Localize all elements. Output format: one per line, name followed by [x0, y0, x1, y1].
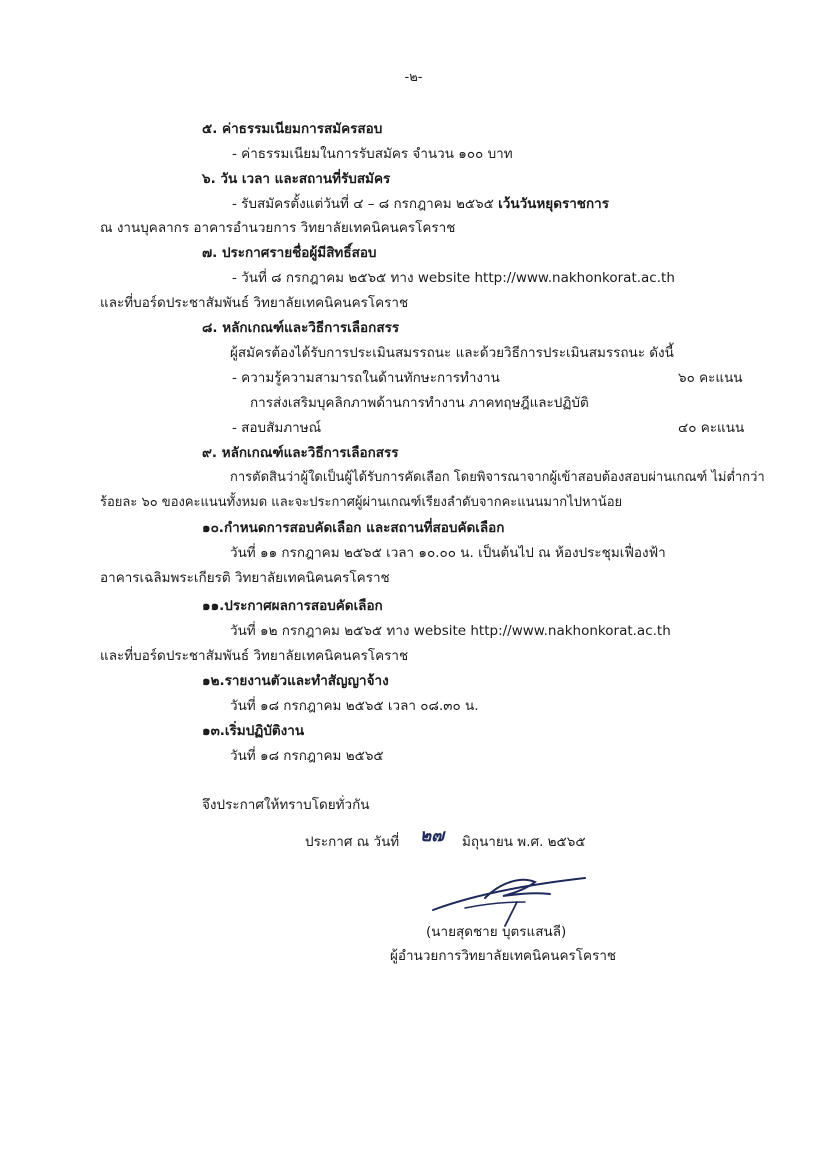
section-6-item-text: - รับสมัครตั้งแต่วันที่ ๔ – ๘ กรกฎาคม ๒๕๖๕: [232, 196, 499, 212]
section-11-heading: ๑๑.ประกาศผลการสอบคัดเลือก: [202, 598, 383, 614]
section-8-item-1: - ความรู้ความสามารถในด้านทักษะการทำงาน: [232, 370, 500, 386]
section-12-line-1: วันที่ ๑๘ กรกฎาคม ๒๕๖๕ เวลา ๐๘.๓๐ น.: [230, 698, 479, 714]
section-10-line-1: วันที่ ๑๑ กรกฎาคม ๒๕๖๕ เวลา ๑๐.๐๐ น. เป็นต้นไป ณ ห้องประชุมเฟื่องฟ้า: [230, 545, 666, 561]
section-13-heading: ๑๓.เริ่มปฏิบัติงาน: [202, 723, 305, 739]
section-8-item-2: - สอบสัมภาษณ์: [232, 420, 322, 436]
section-5-heading: ๕. ค่าธรรมเนียมการสมัครสอบ: [202, 121, 383, 137]
signer-title: ผู้อำนวยการวิทยาลัยเทคนิคนครโคราช: [390, 948, 617, 964]
signature-icon: [425, 868, 595, 928]
section-13-line-1: วันที่ ๑๘ กรกฎาคม ๒๕๖๕: [230, 748, 384, 764]
section-10-heading: ๑๐.กำหนดการสอบคัดเลือก และสถานที่สอบคัดเลือก: [202, 520, 505, 536]
section-9-paragraph-line-1: การตัดสินว่าผู้ใดเป็นผู้ได้รับการคัดเลือก โดยพิจารณาจากผู้เข้าสอบต้องสอบผ่านเกณฑ์ ไม่ต่ำกว่า: [230, 470, 765, 485]
section-7-item: - วันที่ ๘ กรกฎาคม ๒๕๖๕ ทาง website http://www.nakhonkorat.ac.th: [232, 270, 675, 286]
section-9-paragraph-line-2: ร้อยละ ๖๐ ของคะแนนทั้งหมด และจะประกาศผู้ผ่านเกณฑ์เรียงลำดับจากคะแนนมากไปหาน้อย: [100, 495, 623, 510]
section-8-item-1-continuation: การส่งเสริมบุคลิกภาพด้านการทำงาน ภาคทฤษฎีและปฏิบัติ: [250, 395, 589, 411]
announce-date-prefix: ประกาศ ณ วันที่: [305, 834, 400, 850]
section-11-line-2: และที่บอร์ดประชาสัมพันธ์ วิทยาลัยเทคนิคนครโคราช: [100, 648, 409, 664]
closing-notice: จึงประกาศให้ทราบโดยทั่วกัน: [202, 797, 370, 813]
section-10-line-2: อาคารเฉลิมพระเกียรติ วิทยาลัยเทคนิคนครโคราช: [100, 570, 390, 586]
section-7-continuation: และที่บอร์ดประชาสัมพันธ์ วิทยาลัยเทคนิคนครโคราช: [100, 295, 409, 311]
signer-name: (นายสุดชาย บุตรแสนลี): [426, 924, 567, 940]
section-12-heading: ๑๒.รายงานตัวและทำสัญญาจ้าง: [202, 673, 389, 689]
section-8-item-2-score: ๔๐ คะแนน: [678, 420, 745, 436]
section-9-heading: ๙. หลักเกณฑ์และวิธีการเลือกสรร: [202, 445, 399, 461]
announce-date-day-handwritten: ๒๗: [420, 826, 444, 846]
section-7-heading: ๗. ประกาศรายชื่อผู้มีสิทธิ์สอบ: [202, 245, 377, 261]
section-6-item-emphasis: เว้นวันหยุดราชการ: [498, 196, 609, 212]
section-8-item-1-score: ๖๐ คะแนน: [678, 370, 743, 386]
section-5-item: - ค่าธรรมเนียมในการรับสมัคร จำนวน ๑๐๐ บาท: [232, 146, 513, 162]
announce-date-suffix: มิถุนายน พ.ศ. ๒๕๖๕: [462, 834, 586, 850]
section-11-line-1: วันที่ ๑๒ กรกฎาคม ๒๕๖๕ ทาง website http://www.nakhonkorat.ac.th: [230, 623, 671, 639]
section-8-heading: ๘. หลักเกณฑ์และวิธีการเลือกสรร: [202, 320, 400, 336]
section-6-heading: ๖. วัน เวลา และสถานที่รับสมัคร: [202, 171, 391, 187]
page-number: -๒-: [404, 70, 423, 85]
section-8-intro: ผู้สมัครต้องได้รับการประเมินสมรรถนะ และด้วยวิธีการประเมินสมรรถนะ ดังนี้: [230, 345, 674, 361]
section-6-item: [232, 194, 609, 214]
section-6-continuation: ณ งานบุคลากร อาคารอำนวยการ วิทยาลัยเทคนิคนครโคราช: [100, 220, 456, 236]
